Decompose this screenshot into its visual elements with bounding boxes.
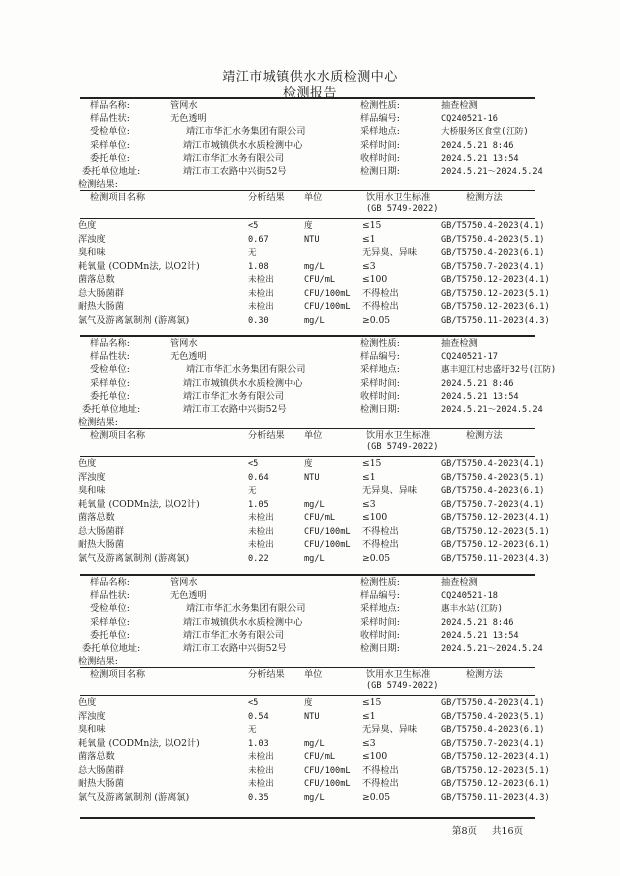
table-unit: 度	[304, 459, 313, 470]
table-result: 未检出	[248, 752, 274, 763]
table-unit: NTU	[304, 711, 320, 722]
info-value: 2024.5.21 8:46	[441, 617, 514, 628]
info-label: 检测性质:	[360, 577, 400, 588]
table-std: ≤3	[362, 737, 376, 749]
table-std: 不得检出	[362, 287, 399, 299]
info-value: 靖江市华汇水务有限公司	[183, 152, 285, 164]
table-method: GB/T5750.12-2023(5.1)	[441, 765, 550, 776]
table-item: 臭和味	[78, 724, 106, 736]
info-value: 靖江市工农路中兴街52号	[183, 166, 287, 177]
table-unit: mg/L	[304, 792, 325, 803]
table-std: 不得检出	[362, 525, 399, 537]
info-label: 样品名称:	[90, 338, 130, 349]
table-method: GB/T5750.11-2023(4.3)	[441, 553, 550, 564]
info-value: 靖江市华汇水务有限公司	[183, 390, 285, 402]
info-label: 样品性状:	[90, 590, 130, 602]
info-value: 管网水	[170, 100, 198, 111]
table-method: GB/T5750.11-2023(4.3)	[441, 792, 550, 803]
table-item: 耐热大肠菌	[78, 301, 124, 313]
page-number: 第8页	[452, 826, 478, 837]
page-total: 共16页	[492, 826, 524, 837]
info-label: 样品性状:	[90, 113, 130, 125]
table-std: 不得检出	[362, 764, 399, 776]
col-header-result: 分析结果	[248, 669, 285, 681]
info-value: 无色透明	[170, 351, 207, 363]
table-item: 耐热大肠菌	[78, 539, 124, 551]
table-unit: mg/L	[304, 315, 325, 326]
table-unit: CFU/100mL	[304, 288, 351, 299]
result-title: 检测结果:	[78, 656, 118, 668]
table-unit: mg/L	[304, 738, 325, 749]
table-item: 色度	[78, 220, 97, 232]
info-label: 采样时间:	[360, 139, 400, 151]
col-header-result: 分析结果	[248, 430, 285, 442]
info-value: 2024.5.21～2024.5.24	[441, 167, 543, 177]
table-result: 无	[248, 725, 257, 736]
table-unit: 度	[304, 698, 313, 709]
table-item: 氯气及游离氯制剂 (游离氯)	[78, 791, 190, 803]
info-label: 收样时间:	[360, 152, 400, 164]
info-value: 靖江市城镇供水水质检测中心	[183, 616, 303, 628]
table-method: GB/T5750.4-2023(5.1)	[441, 234, 545, 245]
table-method: GB/T5750.7-2023(4.1)	[441, 738, 545, 749]
info-label: 样品名称:	[90, 100, 130, 111]
table-result: 未检出	[248, 765, 274, 776]
header-bottom-rule	[80, 695, 535, 696]
info-value: 靖江市华汇水务集团有限公司	[186, 364, 306, 376]
info-label: 委托单位地址:	[82, 404, 141, 415]
info-value: 靖江市华汇水务集团有限公司	[186, 603, 306, 615]
info-value: 惠丰迎江村忠盛圩32号(江防)	[441, 365, 557, 376]
table-result: 无	[248, 486, 257, 497]
info-label: 采样单位:	[90, 616, 130, 628]
table-item: 臭和味	[78, 247, 106, 259]
table-method: GB/T5750.12-2023(5.1)	[441, 526, 550, 537]
col-header-item: 检测项目名称	[90, 430, 146, 442]
info-value: CQ240521-17	[441, 352, 498, 363]
table-std: ≤15	[362, 458, 382, 470]
table-method: GB/T5750.4-2023(6.1)	[441, 248, 545, 259]
table-method: GB/T5750.12-2023(6.1)	[441, 302, 550, 313]
block-top-rule	[80, 335, 535, 337]
table-std: 不得检出	[362, 301, 399, 313]
col-header-item: 检测项目名称	[90, 192, 146, 204]
table-result: 0.22	[248, 553, 269, 564]
header-bottom-rule	[80, 218, 535, 219]
col-header-method: 检测方法	[466, 669, 503, 681]
table-unit: CFU/100mL	[304, 779, 351, 790]
col-header-unit: 单位	[304, 430, 323, 442]
table-item: 氯气及游离氯制剂 (游离氯)	[78, 314, 190, 326]
info-value: 抽查检测	[441, 577, 478, 588]
table-result: <5	[248, 698, 259, 709]
table-std: ≤1	[362, 710, 376, 722]
result-title: 检测结果:	[78, 179, 118, 191]
info-value: 2024.5.21 13:54	[441, 153, 519, 164]
info-label: 委托单位地址:	[82, 643, 141, 654]
table-result: 1.08	[248, 261, 269, 272]
table-item: 耗氧量 (CODMn法, 以O2计)	[78, 498, 200, 510]
table-item: 色度	[78, 697, 97, 709]
col-header-item: 检测项目名称	[90, 669, 146, 681]
table-method: GB/T5750.4-2023(4.1)	[441, 698, 545, 709]
table-method: GB/T5750.12-2023(4.1)	[441, 513, 550, 524]
table-unit: NTU	[304, 234, 320, 245]
table-item: 总大肠菌群	[78, 525, 124, 537]
table-result: 未检出	[248, 540, 274, 551]
info-value: 无色透明	[170, 113, 207, 125]
table-unit: CFU/100mL	[304, 540, 351, 551]
table-method: GB/T5750.12-2023(4.1)	[441, 275, 550, 286]
info-value: 大桥服务区食堂(江防)	[441, 127, 529, 138]
table-method: GB/T5750.11-2023(4.3)	[441, 315, 550, 326]
info-value: 无色透明	[170, 590, 207, 602]
info-value: 2024.5.21 13:54	[441, 391, 519, 402]
table-unit: mg/L	[304, 499, 325, 510]
info-value: 靖江市城镇供水水质检测中心	[183, 377, 303, 389]
table-std: 无异臭、异味	[362, 485, 418, 497]
table-std: ≤15	[362, 697, 382, 709]
table-item: 总大肠菌群	[78, 764, 124, 776]
info-value: 2024.5.21～2024.5.24	[441, 405, 543, 415]
info-label: 检测日期:	[360, 166, 400, 177]
info-value: CQ240521-16	[441, 114, 498, 125]
info-label: 采样时间:	[360, 377, 400, 389]
block-top-rule	[80, 97, 535, 99]
table-std: ≤15	[362, 220, 382, 232]
info-label: 受检单位:	[90, 126, 130, 138]
info-label: 收样时间:	[360, 629, 400, 641]
info-label: 样品编号:	[360, 113, 400, 125]
table-unit: CFU/mL	[304, 752, 336, 763]
info-value: CQ240521-18	[441, 591, 498, 602]
info-label: 收样时间:	[360, 390, 400, 402]
info-value: 靖江市华汇水务有限公司	[183, 629, 285, 641]
info-value: 抽查检测	[441, 100, 478, 111]
table-method: GB/T5750.4-2023(4.1)	[441, 221, 545, 232]
info-label: 受检单位:	[90, 364, 130, 376]
info-value: 靖江市城镇供水水质检测中心	[183, 139, 303, 151]
table-result: 0.35	[248, 792, 269, 803]
info-label: 检测性质:	[360, 338, 400, 349]
info-label: 委托单位:	[90, 152, 130, 164]
info-value: 靖江市华汇水务集团有限公司	[186, 126, 306, 138]
table-std: ≤100	[362, 274, 388, 286]
table-item: 氯气及游离氯制剂 (游离氯)	[78, 552, 190, 564]
info-label: 采样地点:	[360, 364, 400, 376]
table-std: 无异臭、异味	[362, 247, 418, 259]
table-method: GB/T5750.4-2023(5.1)	[441, 472, 545, 483]
table-std: 不得检出	[362, 539, 399, 551]
table-std: ≤3	[362, 260, 376, 272]
col-header-method: 检测方法	[466, 192, 503, 204]
table-item: 色度	[78, 458, 97, 470]
table-result: 0.67	[248, 234, 269, 245]
info-label: 受检单位:	[90, 603, 130, 615]
info-value: 2024.5.21 8:46	[441, 140, 514, 151]
info-value: 2024.5.21～2024.5.24	[441, 644, 543, 654]
table-std: ≥0.05	[362, 552, 391, 564]
table-result: 未检出	[248, 526, 274, 537]
table-method: GB/T5750.12-2023(6.1)	[441, 779, 550, 790]
table-unit: NTU	[304, 472, 320, 483]
table-method: GB/T5750.12-2023(4.1)	[441, 752, 550, 763]
table-result: 未检出	[248, 513, 274, 524]
info-label: 样品编号:	[360, 351, 400, 363]
info-value: 靖江市工农路中兴街52号	[183, 404, 287, 415]
table-unit: 度	[304, 221, 313, 232]
table-method: GB/T5750.4-2023(5.1)	[441, 711, 545, 722]
table-std: 不得检出	[362, 778, 399, 790]
table-item: 耐热大肠菌	[78, 778, 124, 790]
table-method: GB/T5750.7-2023(4.1)	[441, 261, 545, 272]
result-title: 检测结果:	[78, 417, 118, 429]
col-header-std-code: (GB 5749-2022)	[366, 442, 439, 453]
bottom-rule	[80, 817, 535, 819]
table-result: <5	[248, 459, 259, 470]
info-value: 2024.5.21 13:54	[441, 630, 519, 641]
header-bottom-rule	[80, 456, 535, 457]
table-item: 臭和味	[78, 485, 106, 497]
table-method: GB/T5750.12-2023(6.1)	[441, 540, 550, 551]
table-item: 浑浊度	[78, 471, 106, 483]
table-result: 1.05	[248, 499, 269, 510]
table-std: ≤1	[362, 471, 376, 483]
table-item: 耗氧量 (CODMn法, 以O2计)	[78, 737, 200, 749]
info-label: 样品名称:	[90, 577, 130, 588]
col-header-unit: 单位	[304, 669, 323, 681]
table-std: ≤100	[362, 751, 388, 763]
info-label: 采样时间:	[360, 616, 400, 628]
table-std: ≥0.05	[362, 314, 391, 326]
table-method: GB/T5750.7-2023(4.1)	[441, 499, 545, 510]
info-label: 样品编号:	[360, 590, 400, 602]
info-label: 检测日期:	[360, 404, 400, 415]
col-header-unit: 单位	[304, 192, 323, 204]
block-top-rule	[80, 574, 535, 576]
report-title: 检测报告	[282, 86, 337, 101]
info-label: 检测性质:	[360, 100, 400, 111]
table-result: <5	[248, 221, 259, 232]
info-label: 采样地点:	[360, 126, 400, 138]
table-unit: mg/L	[304, 553, 325, 564]
table-item: 总大肠菌群	[78, 287, 124, 299]
table-item: 浑浊度	[78, 233, 106, 245]
table-item: 菌落总数	[78, 512, 115, 524]
table-unit: CFU/mL	[304, 275, 336, 286]
info-label: 样品性状:	[90, 351, 130, 363]
table-std: ≤3	[362, 498, 376, 510]
table-item: 菌落总数	[78, 751, 115, 763]
info-value: 惠丰水站(江防)	[441, 604, 503, 615]
col-header-std-code: (GB 5749-2022)	[366, 204, 439, 215]
table-result: 0.30	[248, 315, 269, 326]
table-item: 耗氧量 (CODMn法, 以O2计)	[78, 260, 200, 272]
table-result: 未检出	[248, 275, 274, 286]
org-title: 靖江市城镇供水水质检测中心	[222, 70, 398, 85]
table-unit: CFU/100mL	[304, 302, 351, 313]
info-label: 委托单位地址:	[82, 166, 141, 177]
info-label: 委托单位:	[90, 629, 130, 641]
info-label: 采样单位:	[90, 377, 130, 389]
info-value: 抽查检测	[441, 338, 478, 349]
table-item: 浑浊度	[78, 710, 106, 722]
info-label: 采样地点:	[360, 603, 400, 615]
info-value: 管网水	[170, 577, 198, 588]
table-result: 0.54	[248, 711, 269, 722]
table-method: GB/T5750.4-2023(6.1)	[441, 486, 545, 497]
table-unit: CFU/mL	[304, 513, 336, 524]
info-label: 检测日期:	[360, 643, 400, 654]
table-unit: CFU/100mL	[304, 526, 351, 537]
col-header-std: 饮用水卫生标准	[366, 669, 431, 681]
info-value: 靖江市工农路中兴街52号	[183, 643, 287, 654]
table-result: 无	[248, 248, 257, 259]
table-method: GB/T5750.12-2023(5.1)	[441, 288, 550, 299]
info-label: 委托单位:	[90, 390, 130, 402]
table-item: 菌落总数	[78, 274, 115, 286]
col-header-std-code: (GB 5749-2022)	[366, 681, 439, 692]
info-value: 2024.5.21 8:46	[441, 378, 514, 389]
table-unit: CFU/100mL	[304, 765, 351, 776]
col-header-result: 分析结果	[248, 192, 285, 204]
info-value: 管网水	[170, 338, 198, 349]
col-header-std: 饮用水卫生标准	[366, 430, 431, 442]
table-result: 未检出	[248, 779, 274, 790]
table-method: GB/T5750.4-2023(6.1)	[441, 725, 545, 736]
table-result: 未检出	[248, 288, 274, 299]
table-method: GB/T5750.4-2023(4.1)	[441, 459, 545, 470]
col-header-std: 饮用水卫生标准	[366, 192, 431, 204]
info-label: 采样单位:	[90, 139, 130, 151]
table-std: ≤100	[362, 512, 388, 524]
table-std: ≥0.05	[362, 791, 391, 803]
table-std: ≤1	[362, 233, 376, 245]
table-std: 无异臭、异味	[362, 724, 418, 736]
col-header-method: 检测方法	[466, 430, 503, 442]
table-result: 未检出	[248, 302, 274, 313]
table-result: 0.64	[248, 472, 269, 483]
table-result: 1.03	[248, 738, 269, 749]
table-unit: mg/L	[304, 261, 325, 272]
